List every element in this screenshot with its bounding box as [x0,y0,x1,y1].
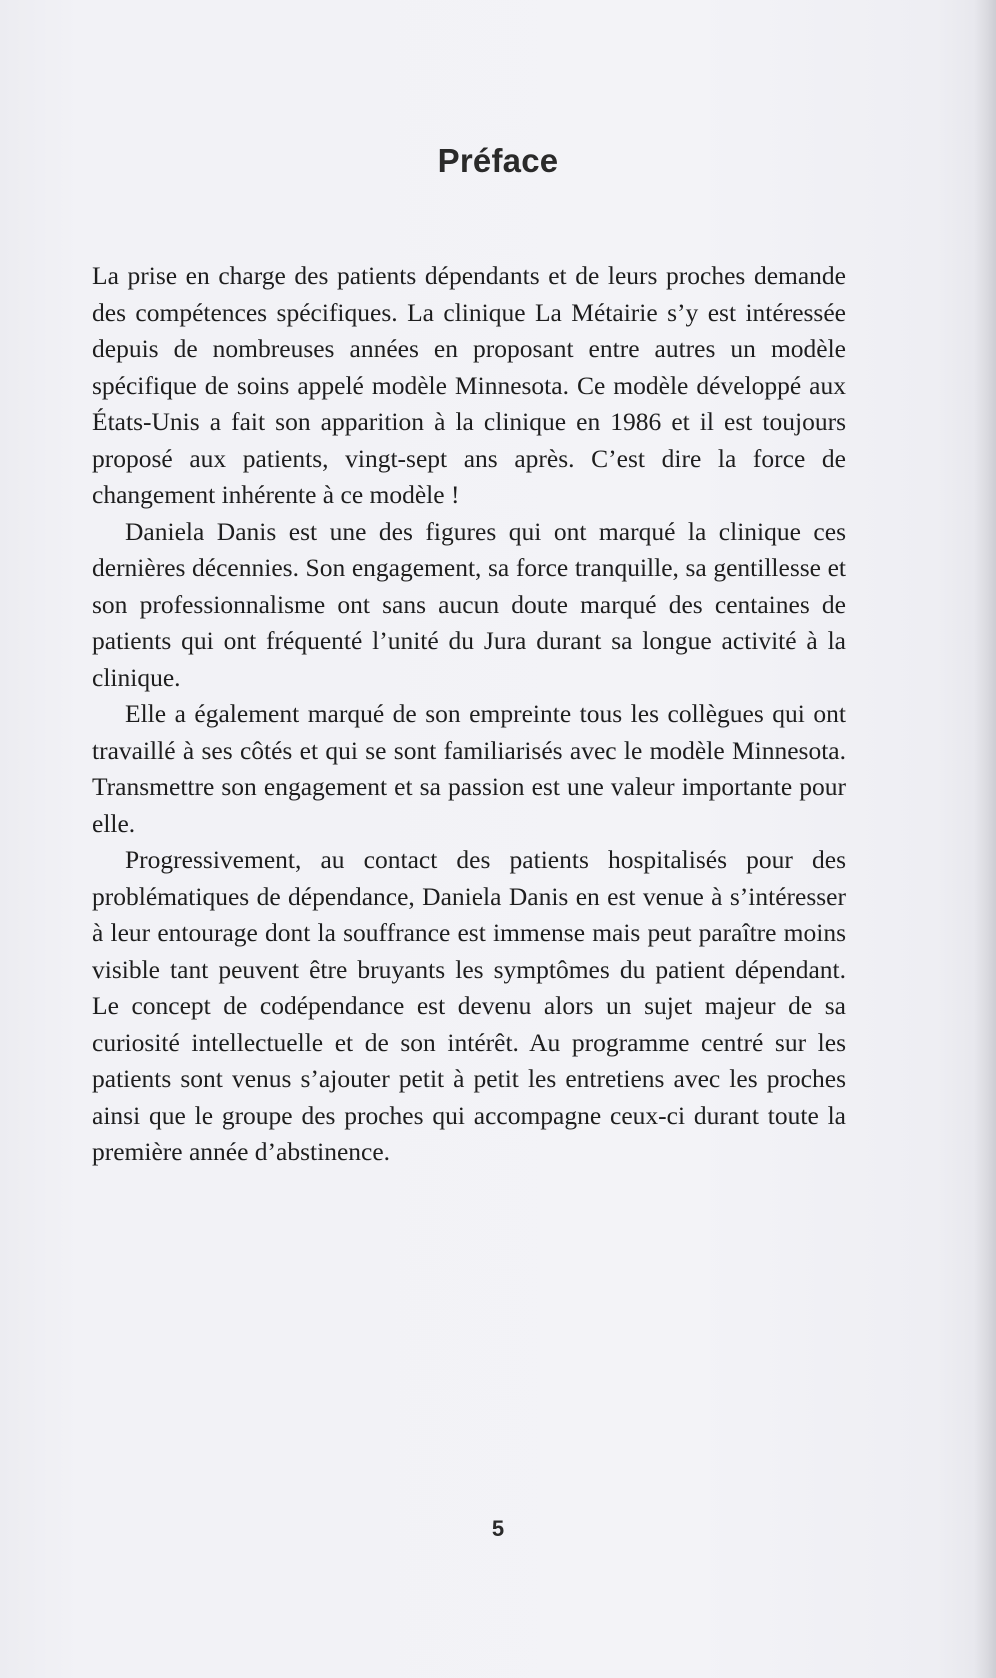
paragraph-3: Elle a également marqué de son empreinte tous les collègues qui ont travaillé à ses côtés et qui se sont familiarisés avec le modèle Minnesota. Transmettre son engagement et sa passion est une valeur importante pour elle. [92,699,846,838]
body-text [92,258,846,1171]
paragraph-1: La prise en charge des patients dépendants et de leurs proches demande des compétences spécifiques. La clinique La Métairie s’y est intéressée depuis de nombreuses années en proposant entre autres un modèle spécifique de soins appelé modèle Minnesota. Ce modèle développé aux États-Unis a fait son apparition à la clinique en 1986 et il est toujours proposé aux patients, vingt-sept ans après. C’est dire la force de changement inhérente à ce modèle ! [92,261,846,509]
page-number: 5 [491,1516,505,1541]
page-title: Préface [437,142,559,179]
page-edge-shadow [974,0,996,1678]
paragraph-4: Progressivement, au contact des patients hospitalisés pour des problématiques de dépendance, Daniela Danis en est venue à s’intéresser à leur entourage dont la souffrance est immense mais peut paraître moins visible tant peuvent être bruyants les symptômes du patient dépendant. Le concept de codépendance est devenu alors un sujet majeur de sa curiosité intellectuelle et de son intérêt. Au programme centré sur les patients sont venus s’ajouter petit à petit les entretiens avec les proches ainsi que le groupe des proches qui accompagne ceux-ci durant toute la première année d’abstinence. [92,845,846,1166]
paragraph-2: Daniela Danis est une des figures qui ont marqué la clinique ces dernières décennies. Son engagement, sa force tranquille, sa gentillesse et son professionnalisme ont sans aucun doute marqué des centaines de patients qui ont fréquenté l’unité du Jura durant sa longue activité à la clinique. [92,516,846,692]
